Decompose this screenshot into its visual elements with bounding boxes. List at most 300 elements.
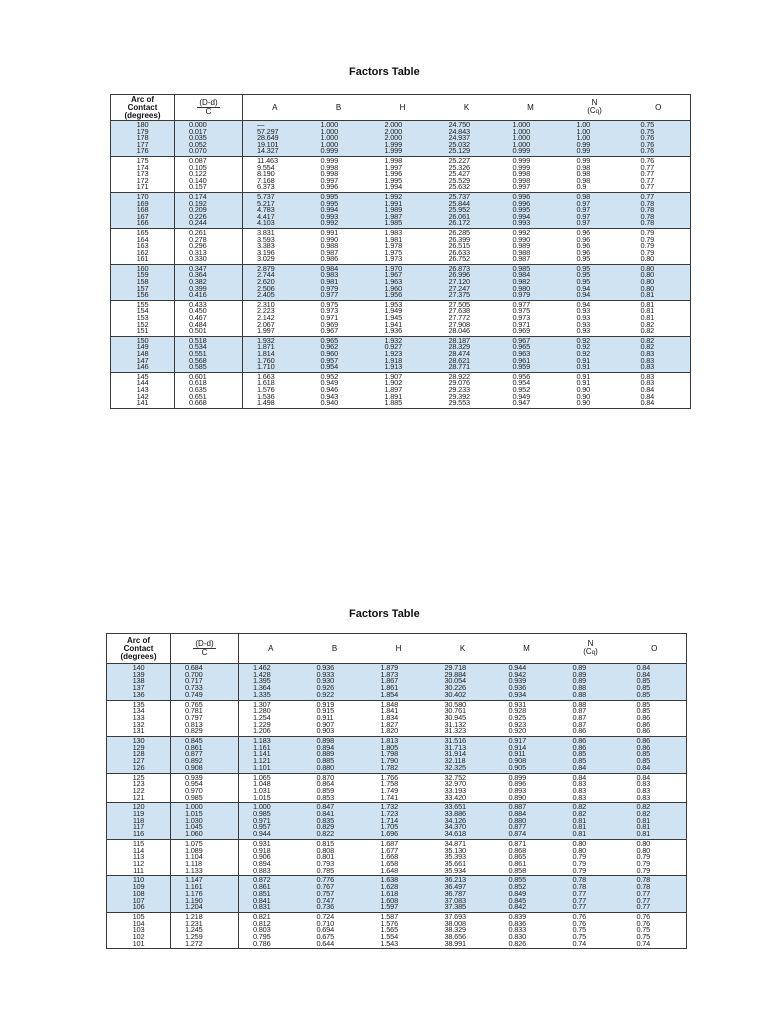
factor-value: 0.226 bbox=[189, 211, 207, 221]
factor-value: 0.399 bbox=[189, 283, 207, 293]
factor-value: 0.93 bbox=[576, 326, 591, 336]
factor-value: 0.000 bbox=[189, 120, 207, 129]
factor-value: 38.991 bbox=[444, 938, 466, 948]
factor-value: 0.79 bbox=[636, 865, 651, 875]
header-n-sub-q: q bbox=[591, 650, 596, 656]
factor-value: 0.83 bbox=[640, 378, 655, 388]
arc-degrees-value: 129 bbox=[132, 742, 145, 752]
factor-value: 0.872 bbox=[253, 875, 271, 885]
factor-value: 1.536 bbox=[257, 391, 275, 401]
factor-value: 1.918 bbox=[384, 355, 402, 365]
arc-degrees-value: 110 bbox=[132, 875, 145, 885]
factor-value: 0.78 bbox=[640, 205, 655, 215]
arc-degrees-value: 113 bbox=[132, 852, 145, 862]
factor-value: 0.991 bbox=[320, 227, 338, 237]
row-group bbox=[107, 700, 687, 737]
factor-value: 1.176 bbox=[185, 888, 203, 898]
factor-value: 0.967 bbox=[512, 335, 530, 345]
header-arc-label: Arc of Contact (degrees) bbox=[124, 94, 161, 120]
factor-value: 0.877 bbox=[508, 822, 526, 832]
factor-value: 1.953 bbox=[384, 299, 402, 309]
factor-value: 57.297 bbox=[257, 126, 279, 136]
factor-value: 1.658 bbox=[380, 858, 398, 868]
header-n-sub-close: ) bbox=[599, 106, 602, 115]
factor-value: 0.936 bbox=[508, 683, 526, 693]
column-cell bbox=[623, 912, 687, 949]
factor-value: 0.98 bbox=[576, 162, 591, 172]
factor-value: 0.990 bbox=[512, 234, 530, 244]
factor-value: 29.553 bbox=[448, 398, 470, 408]
factor-value: 0.518 bbox=[189, 335, 207, 345]
factor-value: 0.74 bbox=[636, 938, 651, 948]
factor-value: 0.899 bbox=[508, 772, 526, 782]
factor-value: 0.903 bbox=[316, 726, 334, 736]
column-cell bbox=[623, 664, 687, 701]
factor-value: 29.884 bbox=[444, 669, 466, 679]
factor-value: 25.326 bbox=[448, 162, 470, 172]
factor-value: 0.957 bbox=[320, 355, 338, 365]
factor-value: 0.849 bbox=[508, 888, 526, 898]
factor-value: 0.95 bbox=[576, 263, 591, 273]
factor-value: 0.855 bbox=[508, 875, 526, 885]
factor-value: 0.122 bbox=[189, 169, 207, 179]
factor-value: 0.76 bbox=[636, 911, 651, 921]
factor-value: 1.932 bbox=[257, 335, 275, 345]
factor-value: 0.871 bbox=[508, 838, 526, 848]
factor-value: 2.000 bbox=[384, 120, 402, 129]
factor-value: 25.129 bbox=[448, 146, 470, 156]
factor-value: 0.993 bbox=[320, 211, 338, 221]
factor-value: 34.871 bbox=[444, 838, 466, 848]
factor-value: 0.76 bbox=[640, 139, 655, 149]
arc-degrees-value: 135 bbox=[132, 699, 145, 709]
column-cell bbox=[107, 664, 171, 701]
factor-value: 0.905 bbox=[508, 762, 526, 772]
factor-value: 1.956 bbox=[384, 290, 402, 300]
factor-value: 0.930 bbox=[316, 676, 334, 686]
factor-value: 5.737 bbox=[257, 191, 275, 201]
column-cell bbox=[303, 664, 367, 701]
factor-value: 31.713 bbox=[444, 742, 466, 752]
factor-value: 32.325 bbox=[444, 762, 466, 772]
factor-value: 0.92 bbox=[576, 342, 591, 352]
factor-value: 0.940 bbox=[320, 398, 338, 408]
column-cell bbox=[303, 876, 367, 913]
factor-value: 0.76 bbox=[572, 911, 587, 921]
factor-value: 0.85 bbox=[636, 706, 651, 716]
factor-value: 0.77 bbox=[636, 895, 651, 905]
factor-value: 0.174 bbox=[189, 191, 207, 201]
factor-value: 0.967 bbox=[320, 326, 338, 336]
factor-value: 1.983 bbox=[384, 227, 402, 237]
column-cell bbox=[431, 912, 495, 949]
factor-value: 25.952 bbox=[448, 205, 470, 215]
factor-value: 29.076 bbox=[448, 378, 470, 388]
header-fraction-denominator: C bbox=[201, 648, 208, 657]
factor-value: 31.914 bbox=[444, 749, 466, 759]
factor-value: 1.994 bbox=[384, 182, 402, 192]
arc-degrees-value: 152 bbox=[136, 319, 149, 329]
column-cell bbox=[239, 839, 303, 876]
factor-value: 0.96 bbox=[576, 227, 591, 237]
factor-value: 0.847 bbox=[316, 802, 334, 812]
factor-value: 0.996 bbox=[512, 191, 530, 201]
row-group bbox=[107, 664, 687, 701]
factor-value: 0.209 bbox=[189, 205, 207, 215]
factor-value: 28.649 bbox=[257, 133, 279, 143]
arc-degrees-value: 115 bbox=[132, 838, 145, 848]
factor-value: 1.732 bbox=[380, 802, 398, 812]
factor-value: 1.907 bbox=[384, 371, 402, 381]
factor-value: 0.781 bbox=[185, 706, 203, 716]
factor-value: 5.217 bbox=[257, 198, 275, 208]
arc-degrees-value: 127 bbox=[132, 756, 145, 766]
factor-value: 0.985 bbox=[512, 263, 530, 273]
factor-value: 0.842 bbox=[508, 902, 526, 912]
factor-value: 0.80 bbox=[640, 283, 655, 293]
factor-value: 1.998 bbox=[384, 155, 402, 165]
factor-value: 1.015 bbox=[185, 809, 203, 819]
factor-value: 1.813 bbox=[380, 736, 398, 746]
factor-value: 0.91 bbox=[576, 355, 591, 365]
factor-value: 1.000 bbox=[320, 126, 338, 136]
factor-value: 0.85 bbox=[572, 756, 587, 766]
factor-value: 0.91 bbox=[576, 371, 591, 381]
factor-value: 0.997 bbox=[320, 175, 338, 185]
factor-value: 0.949 bbox=[512, 391, 530, 401]
factor-value: 0.841 bbox=[316, 809, 334, 819]
factor-value: 1.141 bbox=[253, 749, 271, 759]
factor-value: 28.046 bbox=[448, 326, 470, 336]
factor-value: 0.95 bbox=[576, 277, 591, 287]
column-cell bbox=[367, 912, 431, 949]
factor-value: 1.999 bbox=[384, 139, 402, 149]
factor-value: 0.450 bbox=[189, 306, 207, 316]
arc-degrees-value: 166 bbox=[136, 218, 149, 228]
factor-value: 0.952 bbox=[320, 371, 338, 381]
arc-degrees-value: 134 bbox=[132, 706, 145, 716]
column-cell bbox=[171, 664, 239, 701]
factor-value: 0.76 bbox=[636, 918, 651, 928]
column-cell bbox=[367, 700, 431, 737]
column-cell bbox=[495, 700, 559, 737]
arc-degrees-value: 178 bbox=[136, 133, 149, 143]
factor-value: 0.74 bbox=[572, 938, 587, 948]
factor-value: 0.733 bbox=[185, 683, 203, 693]
factor-value: 0.749 bbox=[185, 689, 203, 699]
column-cell bbox=[495, 803, 559, 840]
factor-value: 0.75 bbox=[640, 126, 655, 136]
factor-value: 0.896 bbox=[508, 779, 526, 789]
factor-value: 0.99 bbox=[576, 155, 591, 165]
factor-value: 1.798 bbox=[380, 749, 398, 759]
factor-value: 0.985 bbox=[185, 792, 203, 802]
header-h: H bbox=[371, 95, 435, 121]
factor-value: 0.954 bbox=[512, 378, 530, 388]
arc-degrees-value: 116 bbox=[132, 829, 145, 839]
factor-value: 0.9 bbox=[576, 182, 587, 192]
factor-value: 0.786 bbox=[253, 938, 271, 948]
factor-value: 37.385 bbox=[444, 902, 466, 912]
column-cell bbox=[239, 803, 303, 840]
factor-value: 0.995 bbox=[320, 198, 338, 208]
factor-value: 0.83 bbox=[572, 792, 587, 802]
factor-value: 0.957 bbox=[253, 822, 271, 832]
factor-value: 1.618 bbox=[257, 378, 275, 388]
factor-value: 0.534 bbox=[189, 342, 207, 352]
arc-degrees-value: 120 bbox=[132, 802, 145, 812]
factor-value: 1.861 bbox=[380, 683, 398, 693]
factor-value: 0.551 bbox=[189, 349, 207, 358]
factor-value: 0.83 bbox=[572, 785, 587, 795]
factor-value: 0.89 bbox=[572, 676, 587, 686]
factor-value: 0.852 bbox=[508, 882, 526, 892]
factor-value: 0.736 bbox=[316, 902, 334, 912]
factor-value: 0.821 bbox=[253, 911, 271, 921]
arc-degrees-value: 102 bbox=[132, 932, 145, 942]
column-cell bbox=[107, 737, 171, 774]
factor-value: 0.91 bbox=[576, 378, 591, 388]
factor-value: 0.296 bbox=[189, 241, 207, 251]
factor-value: 3.831 bbox=[257, 227, 275, 237]
factor-value: 0.880 bbox=[316, 762, 334, 772]
column-cell bbox=[171, 803, 239, 840]
column-cell bbox=[431, 803, 495, 840]
arc-degrees-value: 118 bbox=[132, 815, 145, 825]
header-d-minus-d-over-c bbox=[171, 634, 239, 664]
header-o: O bbox=[627, 95, 691, 121]
arc-degrees-value: 143 bbox=[136, 384, 149, 394]
factor-value: 1.565 bbox=[380, 925, 398, 935]
factor-value: 0.981 bbox=[320, 277, 338, 287]
factor-value: 0.868 bbox=[508, 845, 526, 855]
factor-value: 0.75 bbox=[640, 120, 655, 129]
arc-degrees-value: 159 bbox=[136, 270, 149, 280]
factor-value: 31.516 bbox=[444, 736, 466, 746]
factor-value: 0.785 bbox=[316, 865, 334, 875]
factor-value: 0.93 bbox=[576, 306, 591, 316]
factor-value: 0.278 bbox=[189, 234, 207, 244]
factor-value: 0.192 bbox=[189, 198, 207, 208]
factor-value: 0.983 bbox=[320, 270, 338, 280]
column-cell bbox=[431, 876, 495, 913]
factor-value: 0.85 bbox=[636, 699, 651, 709]
arc-degrees-value: 106 bbox=[132, 902, 145, 912]
factor-value: 32.970 bbox=[444, 779, 466, 789]
factor-value: 1.498 bbox=[257, 398, 275, 408]
factor-value: 1.995 bbox=[384, 175, 402, 185]
factor-value: 0.81 bbox=[636, 815, 651, 825]
factor-value: 1.945 bbox=[384, 313, 402, 323]
factor-value: 1.121 bbox=[253, 756, 271, 766]
factor-value: 28.329 bbox=[448, 342, 470, 352]
factor-value: 4.417 bbox=[257, 211, 275, 221]
arc-degrees-value: 121 bbox=[132, 792, 145, 802]
factor-value: 0.89 bbox=[572, 669, 587, 679]
factor-value: 0.944 bbox=[253, 829, 271, 839]
factor-value: 0.77 bbox=[636, 902, 651, 912]
arc-degrees-value: 173 bbox=[136, 169, 149, 179]
factor-value: 0.765 bbox=[185, 699, 203, 709]
factor-value: 0.812 bbox=[253, 918, 271, 928]
factor-value: 0.78 bbox=[572, 882, 587, 892]
factor-value: 1.118 bbox=[185, 858, 202, 868]
factor-value: 1.597 bbox=[380, 902, 398, 912]
arc-degrees-value: 161 bbox=[136, 254, 149, 264]
factor-value: 1.873 bbox=[380, 669, 398, 679]
column-cell bbox=[303, 700, 367, 737]
factor-value: 0.861 bbox=[253, 882, 271, 892]
factor-value: 25.632 bbox=[448, 182, 470, 192]
column-cell bbox=[303, 773, 367, 803]
factor-value: 0.585 bbox=[189, 362, 207, 372]
header-fraction-numerator: (D-d) bbox=[195, 639, 214, 648]
factor-value: 1.000 bbox=[512, 126, 530, 136]
header-n-letter: N bbox=[591, 98, 598, 107]
factor-value: 0.992 bbox=[512, 227, 530, 237]
column-cell bbox=[107, 912, 171, 949]
factor-value: 35.393 bbox=[444, 852, 466, 862]
factor-value: 0.994 bbox=[320, 205, 338, 215]
factor-value: 0.813 bbox=[185, 719, 203, 729]
factor-value: 1.048 bbox=[253, 779, 271, 789]
factor-value: 1.335 bbox=[253, 689, 271, 699]
column-cell bbox=[559, 700, 623, 737]
factor-value: 0.776 bbox=[316, 875, 334, 885]
factor-value: 0.644 bbox=[316, 938, 334, 948]
factor-value: 30.580 bbox=[444, 699, 466, 709]
factor-value: 35.661 bbox=[444, 858, 466, 868]
factor-value: 0.78 bbox=[636, 875, 651, 885]
factor-value: 0.80 bbox=[640, 254, 655, 264]
factor-value: 0.052 bbox=[189, 139, 207, 149]
factor-value: 0.89 bbox=[572, 663, 587, 672]
factor-value: 1.923 bbox=[384, 349, 402, 358]
column-cell bbox=[623, 700, 687, 737]
arc-degrees-value: 157 bbox=[136, 283, 149, 293]
factor-value: 3.196 bbox=[257, 247, 275, 257]
factor-value: 1.897 bbox=[384, 384, 402, 394]
factor-value: 1.978 bbox=[384, 241, 402, 251]
column-cell bbox=[107, 773, 171, 803]
factor-value: 1.00 bbox=[576, 120, 591, 129]
factor-value: 1.766 bbox=[380, 772, 398, 782]
factor-value: 0.826 bbox=[508, 938, 526, 948]
factor-value: 0.982 bbox=[512, 277, 530, 287]
arc-degrees-value: 160 bbox=[136, 263, 149, 273]
arc-degrees-value: 176 bbox=[136, 146, 149, 156]
factor-value: 0.78 bbox=[636, 882, 651, 892]
factor-value: 0.965 bbox=[320, 335, 338, 345]
factor-value: 0.82 bbox=[640, 335, 655, 345]
arc-degrees-value: 142 bbox=[136, 391, 149, 401]
arc-degrees-value: 117 bbox=[132, 822, 145, 832]
factor-value: 0.087 bbox=[189, 155, 207, 165]
factor-value: 0.83 bbox=[640, 349, 655, 358]
header-m: M bbox=[495, 634, 559, 664]
factor-value: 1.190 bbox=[185, 895, 203, 905]
arc-degrees-value: 155 bbox=[136, 299, 149, 309]
factor-value: 0.81 bbox=[640, 306, 655, 316]
factor-value: 0.952 bbox=[512, 384, 530, 394]
factor-value: 1.848 bbox=[380, 699, 398, 709]
factor-value: 1.031 bbox=[253, 785, 271, 795]
factor-value: 30.402 bbox=[444, 689, 466, 699]
factor-value: 0.990 bbox=[320, 234, 338, 244]
header-n-letter: N bbox=[587, 639, 594, 648]
arc-degrees-value: 169 bbox=[136, 198, 149, 208]
column-cell bbox=[239, 737, 303, 774]
row-group bbox=[107, 839, 687, 876]
factor-value: 0.76 bbox=[572, 918, 587, 928]
factor-value: 0.911 bbox=[316, 712, 334, 722]
factor-value: 26.633 bbox=[448, 247, 470, 257]
factor-value: 0.416 bbox=[189, 290, 207, 300]
factor-value: 0.970 bbox=[185, 785, 203, 795]
factor-value: 25.529 bbox=[448, 175, 470, 185]
factor-value: 0.347 bbox=[189, 263, 207, 273]
factor-value: 0.979 bbox=[512, 290, 530, 300]
factor-value: 1.104 bbox=[185, 852, 203, 862]
factors-table bbox=[106, 633, 687, 949]
factor-value: 1.749 bbox=[380, 785, 398, 795]
factor-value: 27.638 bbox=[448, 306, 470, 316]
factor-value: 0.97 bbox=[576, 218, 591, 228]
column-cell bbox=[367, 737, 431, 774]
factor-value: 0.949 bbox=[320, 378, 338, 388]
factor-value: 0.880 bbox=[508, 815, 526, 825]
factor-value: 0.84 bbox=[572, 762, 587, 772]
factor-value: 1.000 bbox=[185, 802, 203, 812]
factor-value: 0.893 bbox=[508, 785, 526, 795]
column-cell bbox=[495, 912, 559, 949]
factor-value: 1.638 bbox=[380, 875, 398, 885]
column-cell bbox=[559, 876, 623, 913]
arc-degrees-value: 151 bbox=[136, 326, 149, 336]
column-cell bbox=[107, 803, 171, 840]
factor-value: 28.187 bbox=[448, 335, 470, 345]
header-n-sub-q: q bbox=[595, 109, 600, 115]
factor-value: 0.79 bbox=[636, 852, 651, 862]
factor-value: 0.954 bbox=[185, 779, 203, 789]
factor-value: 0.82 bbox=[572, 802, 587, 812]
factor-value: 0.070 bbox=[189, 146, 207, 156]
arc-degrees-value: 128 bbox=[132, 749, 145, 759]
factor-value: 0.86 bbox=[572, 742, 587, 752]
factor-value: 0.79 bbox=[640, 241, 655, 251]
factor-value: 1.999 bbox=[384, 146, 402, 156]
column-cell bbox=[495, 773, 559, 803]
factor-value: 1.000 bbox=[320, 139, 338, 149]
factor-value: 0.96 bbox=[576, 241, 591, 251]
factor-value: 0.83 bbox=[636, 785, 651, 795]
factor-value: 34.370 bbox=[444, 822, 466, 832]
factor-value: 36.497 bbox=[444, 882, 466, 892]
factor-value: 0.815 bbox=[316, 838, 334, 848]
factor-value: 2.067 bbox=[257, 319, 275, 329]
factor-value: 34.618 bbox=[444, 829, 466, 839]
factor-value: 24.843 bbox=[448, 126, 470, 136]
arc-degrees-value: 125 bbox=[132, 772, 145, 782]
column-cell bbox=[623, 876, 687, 913]
arc-degrees-value: 150 bbox=[136, 335, 149, 345]
factor-value: 25.844 bbox=[448, 198, 470, 208]
factor-value: 0.017 bbox=[189, 126, 207, 136]
column-cell bbox=[171, 773, 239, 803]
factor-value: 0.835 bbox=[316, 815, 334, 825]
factor-value: 0.997 bbox=[512, 182, 530, 192]
header-n-wrap bbox=[583, 640, 597, 657]
